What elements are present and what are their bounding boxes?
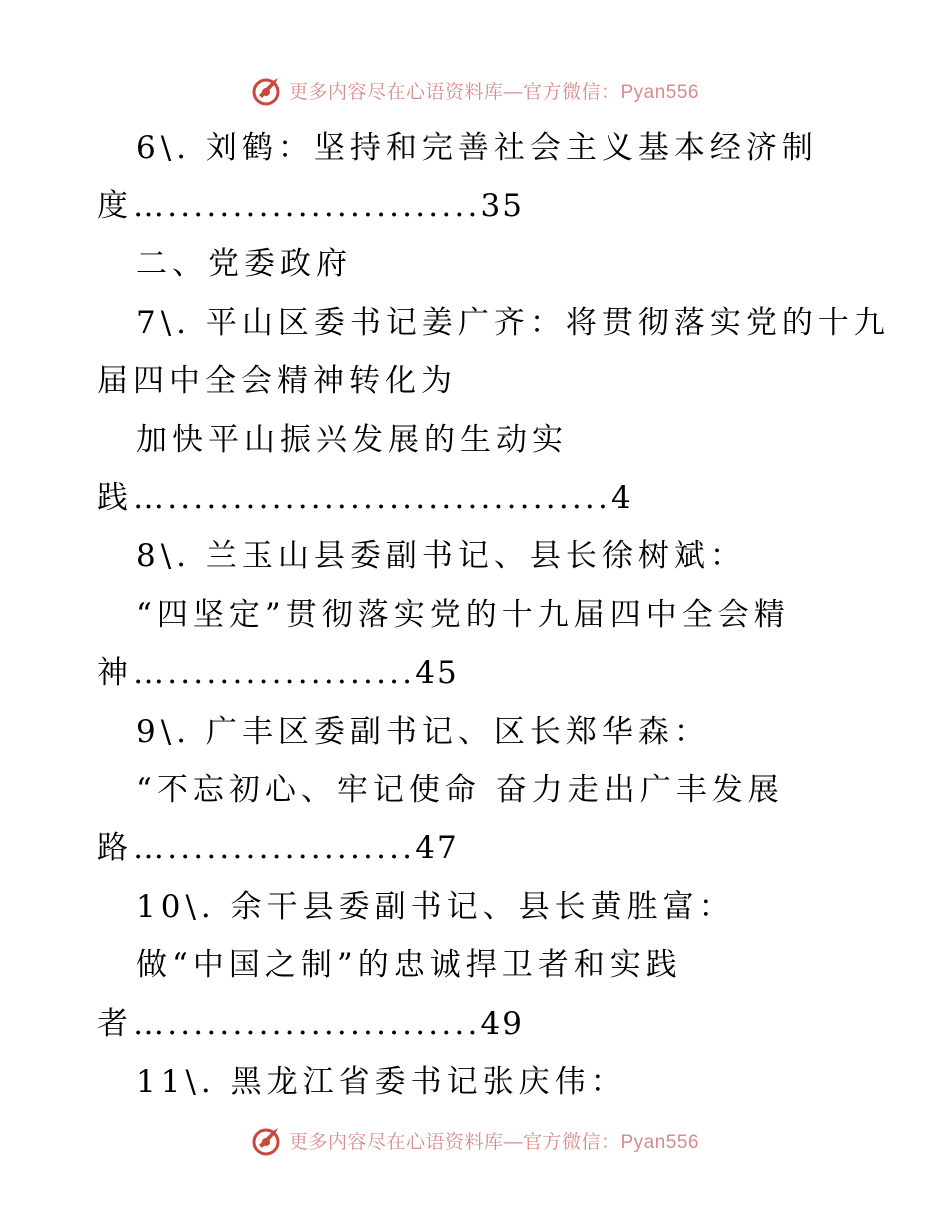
section-title: 二、党委政府 [136, 246, 352, 282]
page-number: 4 [611, 480, 633, 516]
toc-entry-7-title-cont2[interactable] [136, 420, 568, 460]
page-number: 45 [415, 655, 459, 691]
dot-leader: …........................ [133, 1006, 481, 1042]
dot-leader: …........................ [133, 188, 481, 224]
toc-entry-8-title[interactable] [136, 536, 746, 576]
dot-leader: ….................................. [133, 480, 612, 516]
watermark-header [0, 70, 950, 110]
toc-entry-9-leader[interactable] [97, 828, 459, 868]
toc-entry-text: “不忘初心、牢记使命 奋力走出广丰发展 [136, 772, 784, 808]
toc-entry-11-title[interactable] [136, 1062, 627, 1102]
toc-entry-7-title[interactable] [136, 303, 890, 343]
toc-entry-6-leader[interactable] [97, 186, 524, 226]
toc-entry-text: 届四中全会精神转化为 [97, 363, 457, 399]
toc-entry-9-title-cont[interactable] [136, 770, 784, 810]
page-number: 47 [415, 830, 459, 866]
toc-entry-10-leader[interactable] [97, 1004, 524, 1044]
watermark-text: 更多内容尽在心语资料库—官方微信：Pyan556 [288, 81, 699, 103]
logo-icon [251, 1123, 285, 1157]
toc-entry-text: “四坚定”贯彻落实党的十九届四中全会精 [136, 597, 790, 633]
toc-entry-text: 做“中国之制”的忠诚捍卫者和实践 [136, 947, 682, 983]
toc-entry-7-title-cont[interactable] [97, 361, 457, 401]
page-number: 49 [480, 1006, 524, 1042]
toc-entry-9-title[interactable] [136, 712, 710, 752]
toc-entry-text: 度 [97, 188, 133, 224]
toc-entry-text: 8\. 兰玉山县委副书记、县长徐树斌： [136, 538, 746, 574]
toc-entry-7-leader[interactable] [97, 478, 633, 518]
toc-entry-text: 11\. 黑龙江省委书记张庆伟： [136, 1064, 627, 1100]
logo-icon [251, 73, 285, 107]
toc-entry-text: 践 [97, 480, 133, 516]
toc-entry-text: 路 [97, 830, 133, 866]
toc-entry-10-title-cont[interactable] [136, 945, 682, 985]
toc-entry-10-title[interactable] [136, 887, 735, 927]
toc-entry-8-title-cont[interactable] [136, 595, 790, 635]
watermark-text: 更多内容尽在心语资料库—官方微信：Pyan556 [288, 1131, 699, 1153]
dot-leader: …................... [133, 830, 416, 866]
dot-leader: …................... [133, 655, 416, 691]
toc-entry-text: 6\. 刘鹤：坚持和完善社会主义基本经济制 [136, 130, 818, 166]
toc-entry-text: 神 [97, 655, 133, 691]
toc-entry-8-leader[interactable] [97, 653, 459, 693]
watermark-footer [0, 1120, 950, 1160]
toc-entry-text: 7\. 平山区委书记姜广齐：将贯彻落实党的十九 [136, 305, 890, 341]
page-number: 35 [480, 188, 524, 224]
toc-entry-text: 加快平山振兴发展的生动实 [136, 422, 568, 458]
toc-entry-text: 10\. 余干县委副书记、县长黄胜富： [136, 889, 735, 925]
toc-entry-6-title[interactable] [136, 128, 818, 168]
toc-entry-text: 者 [97, 1006, 133, 1042]
toc-section-heading [136, 244, 352, 284]
toc-entry-text: 9\. 广丰区委副书记、区长郑华森： [136, 714, 710, 750]
